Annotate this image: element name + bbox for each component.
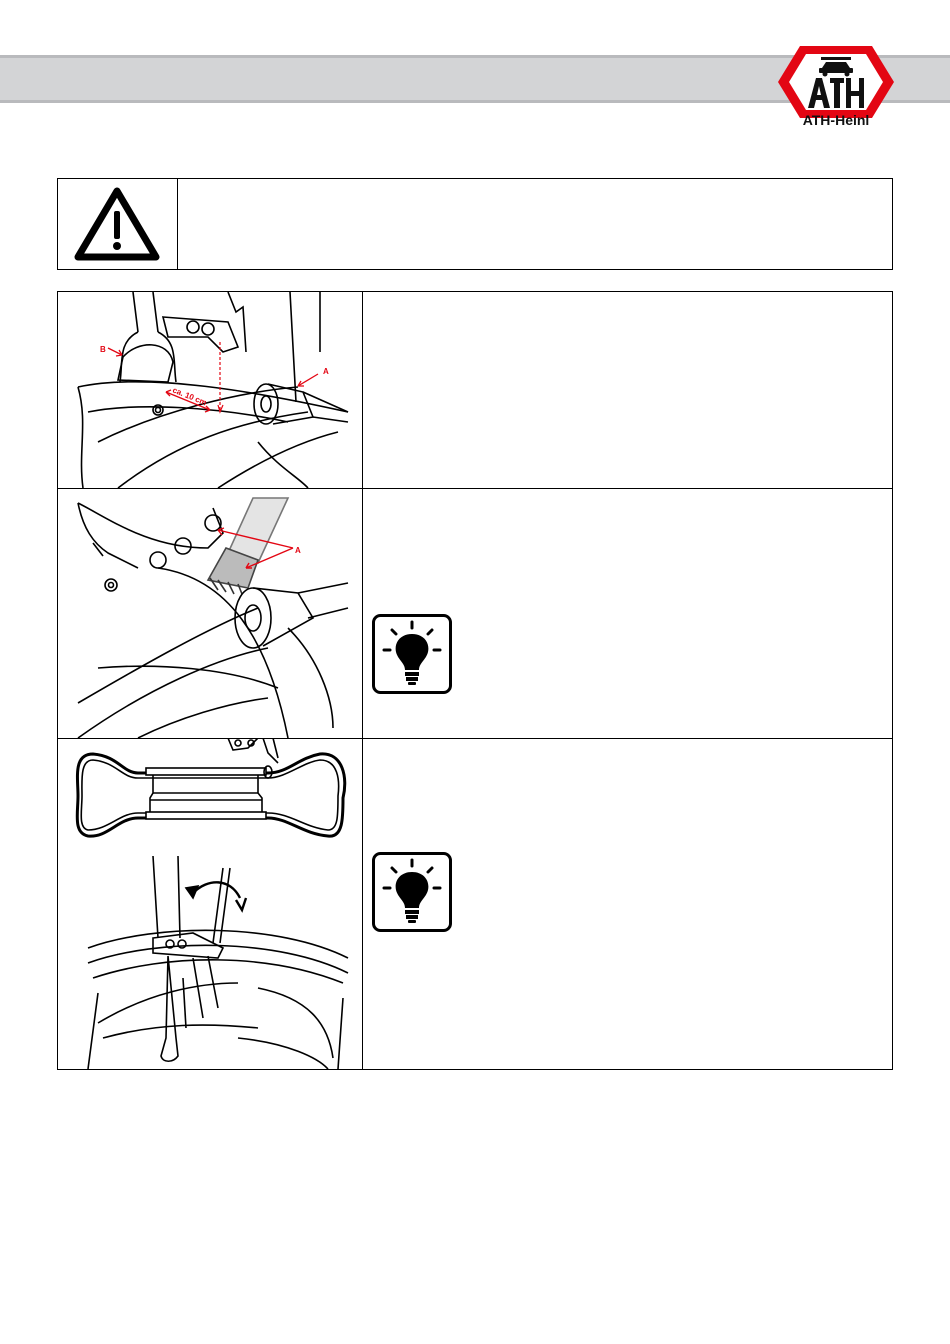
warning-triangle-icon bbox=[58, 179, 177, 269]
step-3-text-cell bbox=[363, 738, 892, 1069]
label-distance: ca. 10 cm bbox=[171, 385, 209, 408]
warning-icon-cell bbox=[58, 179, 178, 269]
step-3-illustration bbox=[58, 738, 363, 1069]
step-2-text-cell bbox=[363, 488, 892, 738]
step-1-text bbox=[363, 292, 892, 488]
lubrication-brush-illustration bbox=[58, 488, 362, 738]
step-row-1 bbox=[58, 292, 892, 489]
label-a: A bbox=[323, 367, 329, 376]
tire-mounting-rotation-illustration bbox=[58, 738, 362, 1069]
step-1-illustration bbox=[58, 292, 363, 488]
lightbulb-icon bbox=[372, 852, 452, 932]
label-a: A bbox=[295, 546, 301, 555]
step-row-2 bbox=[58, 488, 892, 739]
lightbulb-icon bbox=[372, 614, 452, 694]
steps-table bbox=[57, 291, 893, 1070]
warning-box bbox=[57, 178, 893, 270]
tire-bead-positioning-illustration bbox=[58, 292, 362, 488]
label-b: B bbox=[100, 345, 106, 354]
step-row-3 bbox=[58, 738, 892, 1069]
brand-name: ATH-Heinl bbox=[802, 112, 870, 128]
step-2-illustration bbox=[58, 488, 363, 738]
